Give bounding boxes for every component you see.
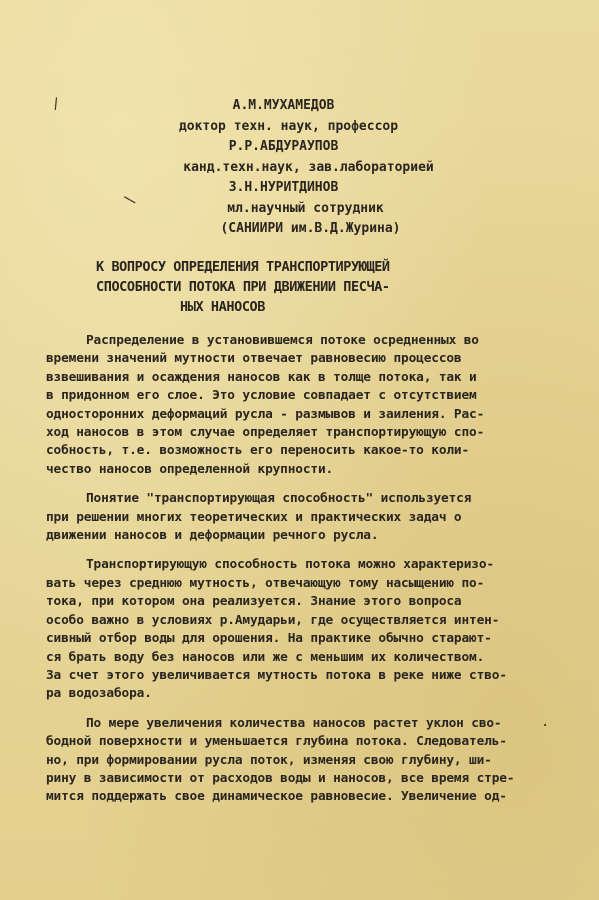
- text-line: в придонном его слое. Это условие совпадает с отсутствием: [46, 388, 477, 404]
- paragraph-2: [46, 490, 566, 545]
- text-line: чество наносов определенной крупности.: [46, 461, 334, 477]
- title-line: К ВОПРОСУ ОПРЕДЕЛЕНИЯ ТРАНСПОРТИРУЮЩЕЙ: [96, 259, 390, 275]
- text-line: ся брать воду без наносов или же с меньшим их количеством.: [46, 649, 485, 665]
- text-line: За счет этого увеличивается мутность потока в реке ниже ство-: [46, 667, 507, 683]
- text-line: тока, при котором она реализуется. Знание этого вопроса: [46, 594, 462, 610]
- author-name: А.М.МУХАМЕДОВ: [232, 98, 335, 113]
- text-line: односторонних деформаций русла - размывов и заиления. Рас-: [46, 406, 485, 422]
- text-line: ход наносов в этом случае определяет транспортирующую спо-: [46, 425, 485, 441]
- text-line: но, при формировании русла поток, изменяя свою глубину, ши-: [46, 752, 492, 768]
- text-line: мится поддержать свое динамическое равновесие. Увеличение од-: [46, 789, 507, 805]
- paragraph-4: [46, 715, 566, 807]
- text-line: вать через среднюю мутность, отвечающую тому насыщению по-: [46, 575, 485, 591]
- text-line: По мере увеличения количества наносов растет уклон сво-: [86, 715, 502, 731]
- author-affiliation: (САНИИРИ им.В.Д.Журина): [220, 221, 401, 236]
- text-line: особо важно в условиях р.Амударьи, где осуществляется интен-: [46, 612, 500, 628]
- author-block: [0, 96, 599, 240]
- body-text: [46, 332, 566, 818]
- text-line: времени значений мутности отвечает равновесию процессов: [46, 351, 462, 367]
- author-title: канд.техн.наук, зав.лабораторией: [183, 159, 434, 175]
- text-line: рину в зависимости от расходов воды и наносов, все время стре-: [46, 770, 515, 786]
- author-title: доктор техн. наук, профессор: [178, 118, 399, 134]
- text-line: движении наносов и деформации речного русла.: [46, 528, 379, 544]
- text-line: бодной поверхности и уменьшается глубина потока. Следователь-: [46, 734, 507, 750]
- title-line: НЫХ НАНОСОВ: [180, 299, 266, 315]
- author-name: Р.Р.АБДУРАУПОВ: [228, 139, 339, 154]
- text-line: Транспортирующую способность потока можно характеризо-: [86, 557, 494, 573]
- text-line: при решении многих теоретических и практических задач о: [46, 509, 462, 525]
- paragraph-3: [46, 556, 566, 703]
- text-line: взвешивания и осаждения наносов как в толще потока, так и: [46, 369, 477, 385]
- text-line: ра водозабора.: [46, 686, 152, 702]
- text-line: Понятие "транспортирующая способность" используется: [86, 491, 472, 507]
- document-title: [96, 257, 536, 317]
- author-title: мл.научный сотрудник: [227, 200, 384, 216]
- text-line: Распределение в установившемся потоке осредненных во: [86, 333, 479, 348]
- paragraph-1: [46, 332, 566, 479]
- pencil-mark: ·: [541, 718, 550, 734]
- text-line: сивный отбор воды для орошения. На практике обычно старают-: [46, 631, 492, 647]
- text-line: собность, т.е. возможность его переносить какое-то коли-: [46, 443, 470, 459]
- pencil-mark: /: [49, 95, 63, 113]
- author-name: З.Н.НУРИТДИНОВ: [228, 180, 339, 195]
- pencil-mark: \: [122, 191, 139, 209]
- title-line: СПОСОБНОСТИ ПОТОКА ПРИ ДВИЖЕНИИ ПЕСЧА-: [96, 279, 390, 295]
